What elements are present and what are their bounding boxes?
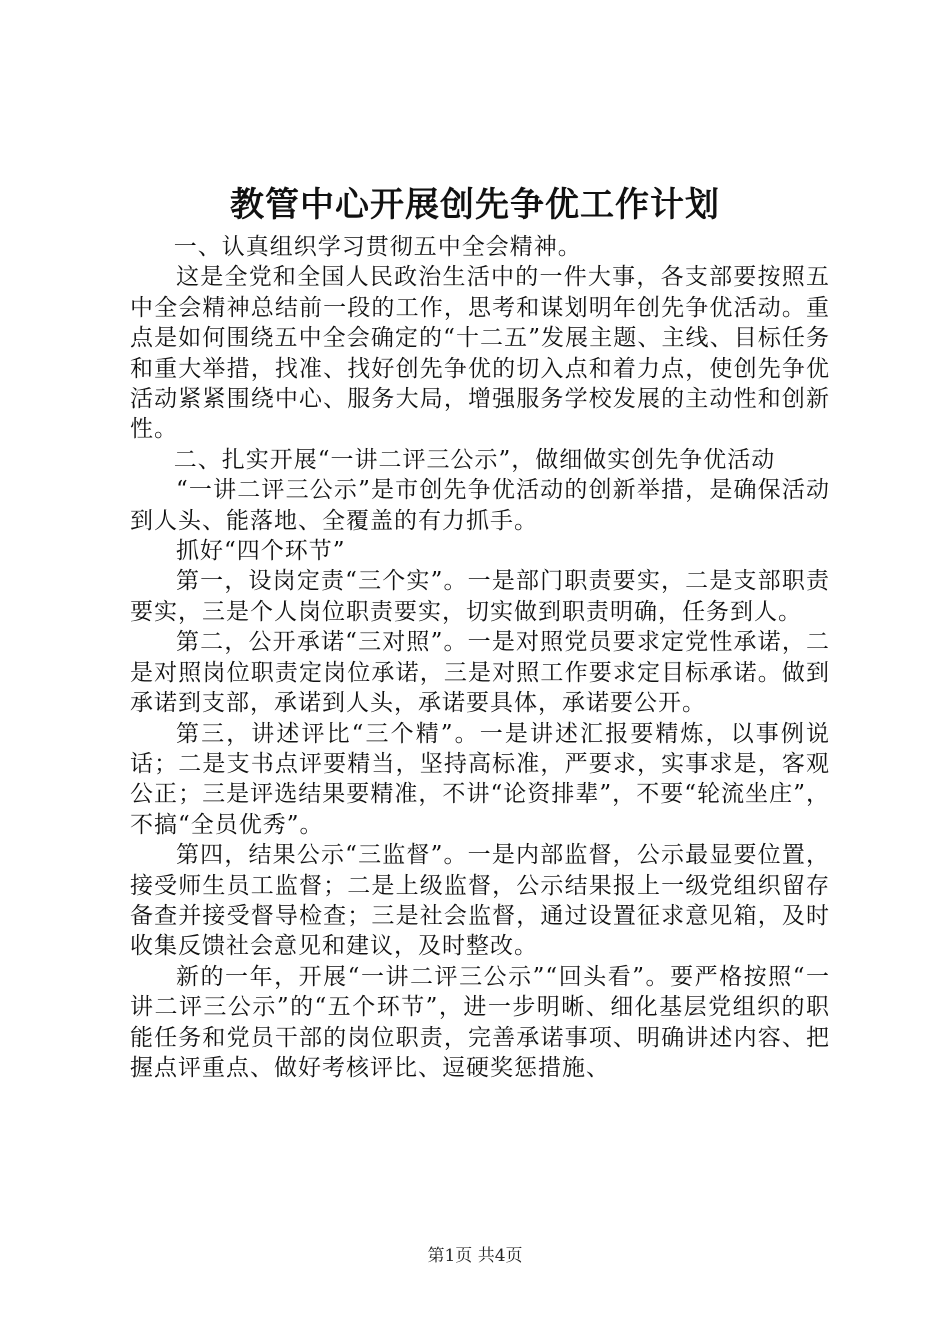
paragraph: 第三，讲述评比“三个精”。一是讲述汇报要精炼，以事例说话；二是支书点评要精当，坚持高标准，严要求，实事求是，客观公正；三是评选结果要精准，不讲“论资排辈”，不要“轮流坐庄”，不搞“全员优秀”。 — [130, 720, 830, 838]
paragraph: 这是全党和全国人民政治生活中的一件大事，各支部要按照五中全会精神总结前一段的工作，思考和谋划明年创先争优活动。重点是如何围绕五中全会确定的“十二五”发展主题、主线、目标任务和重大举措，找准、找好创先争优的切入点和着力点，使创先争优活动紧紧围绕中心、服务大局，增强服务学校发展的主动性和创新性。 — [130, 264, 830, 443]
subheading: 抓好“四个环节” — [176, 538, 346, 565]
paragraph: “一讲二评三公示”是市创先争优活动的创新举措，是确保活动到人头、能落地、全覆盖的有力抓手。 — [130, 477, 830, 534]
paragraph: 第一，设岗定责“三个实”。一是部门职责要实，二是支部职责要实，三是个人岗位职责要实，切实做到职责明确，任务到人。 — [130, 568, 830, 625]
paragraph: 新的一年，开展“一讲二评三公示”“回头看”。要严格按照“一讲二评三公示”的“五个环节”，进一步明晰、细化基层党组织的职能任务和党员干部的岗位职责，完善承诺事项、明确讲述内容、把握点评重点、做好考核评比、逗硬奖惩措施、 — [130, 963, 830, 1081]
document-body — [130, 232, 830, 1083]
paragraph: 第四，结果公示“三监督”。一是内部监督，公示最显要位置，接受师生员工监督；二是上级监督，公示结果报上一级党组织留存备查并接受督导检查；三是社会监督，通过设置征求意见箱，及时收集反馈社会意见和建议，及时整改。 — [130, 842, 830, 960]
document-title: 教管中心开展创先争优工作计划 — [230, 185, 720, 225]
section-heading-1: 一、认真组织学习贯彻五中全会精神。 — [173, 234, 582, 260]
section-heading-2: 二、扎实开展“一讲二评三公示”，做细做实创先争优活动 — [173, 446, 776, 473]
page-number-footer: 第1页 共4页 — [427, 1246, 523, 1266]
paragraph: 第二，公开承诺“三对照”。一是对照党员要求定党性承诺，二是对照岗位职责定岗位承诺，三是对照工作要求定目标承诺。做到承诺到支部，承诺到人头，承诺要具体，承诺要公开。 — [130, 629, 830, 717]
